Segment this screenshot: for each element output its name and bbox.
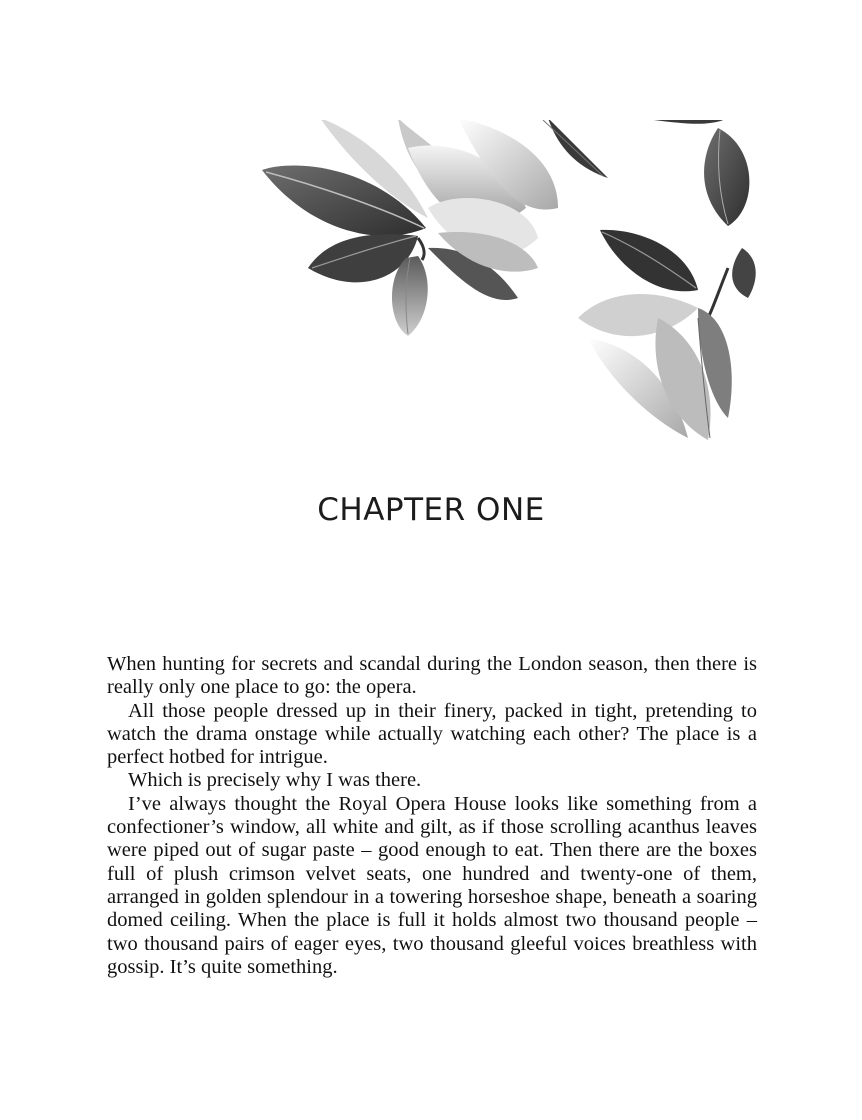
petal-lower-back — [578, 294, 698, 336]
paragraph: When hunting for secrets and scandal during the London season, then there is really only one place to go: the opera. — [107, 653, 757, 699]
chapter-title: CHAPTER ONE — [317, 492, 545, 528]
paragraph: All those people dressed up in their finery, packed in tight, pretending to watch the drama onstage while actually watching each other? The place is a perfect hotbed for intrigue. — [107, 699, 757, 769]
leaf-right-edge — [732, 248, 756, 298]
paragraph: I’ve always thought the Royal Opera House looks like something from a confectioner’s window, all white and gilt, as if those scrolling acanthus leaves were piped out of sugar paste – good enough to eat. Then there are the boxes full of plush crimson velvet seats, one hundred and twenty-one of them, arranged in golden splendour in a towering horseshoe shape, beneath a soaring domed ceiling. When the place is full it holds almost two thousand people – two thousand pairs of eager eyes, two thousand gleeful voices breathless with gossip. It’s quite something. — [107, 792, 757, 978]
magnolia-flower-illustration — [258, 118, 760, 446]
stem-right — [708, 268, 728, 318]
leaf-right-upper — [704, 128, 749, 226]
leaf-top-right — [638, 118, 728, 124]
leaf-center-top — [548, 118, 608, 178]
chapter-body — [107, 653, 757, 979]
paragraph: Which is precisely why I was there. — [128, 769, 422, 792]
leaf-right-middle — [600, 230, 698, 291]
